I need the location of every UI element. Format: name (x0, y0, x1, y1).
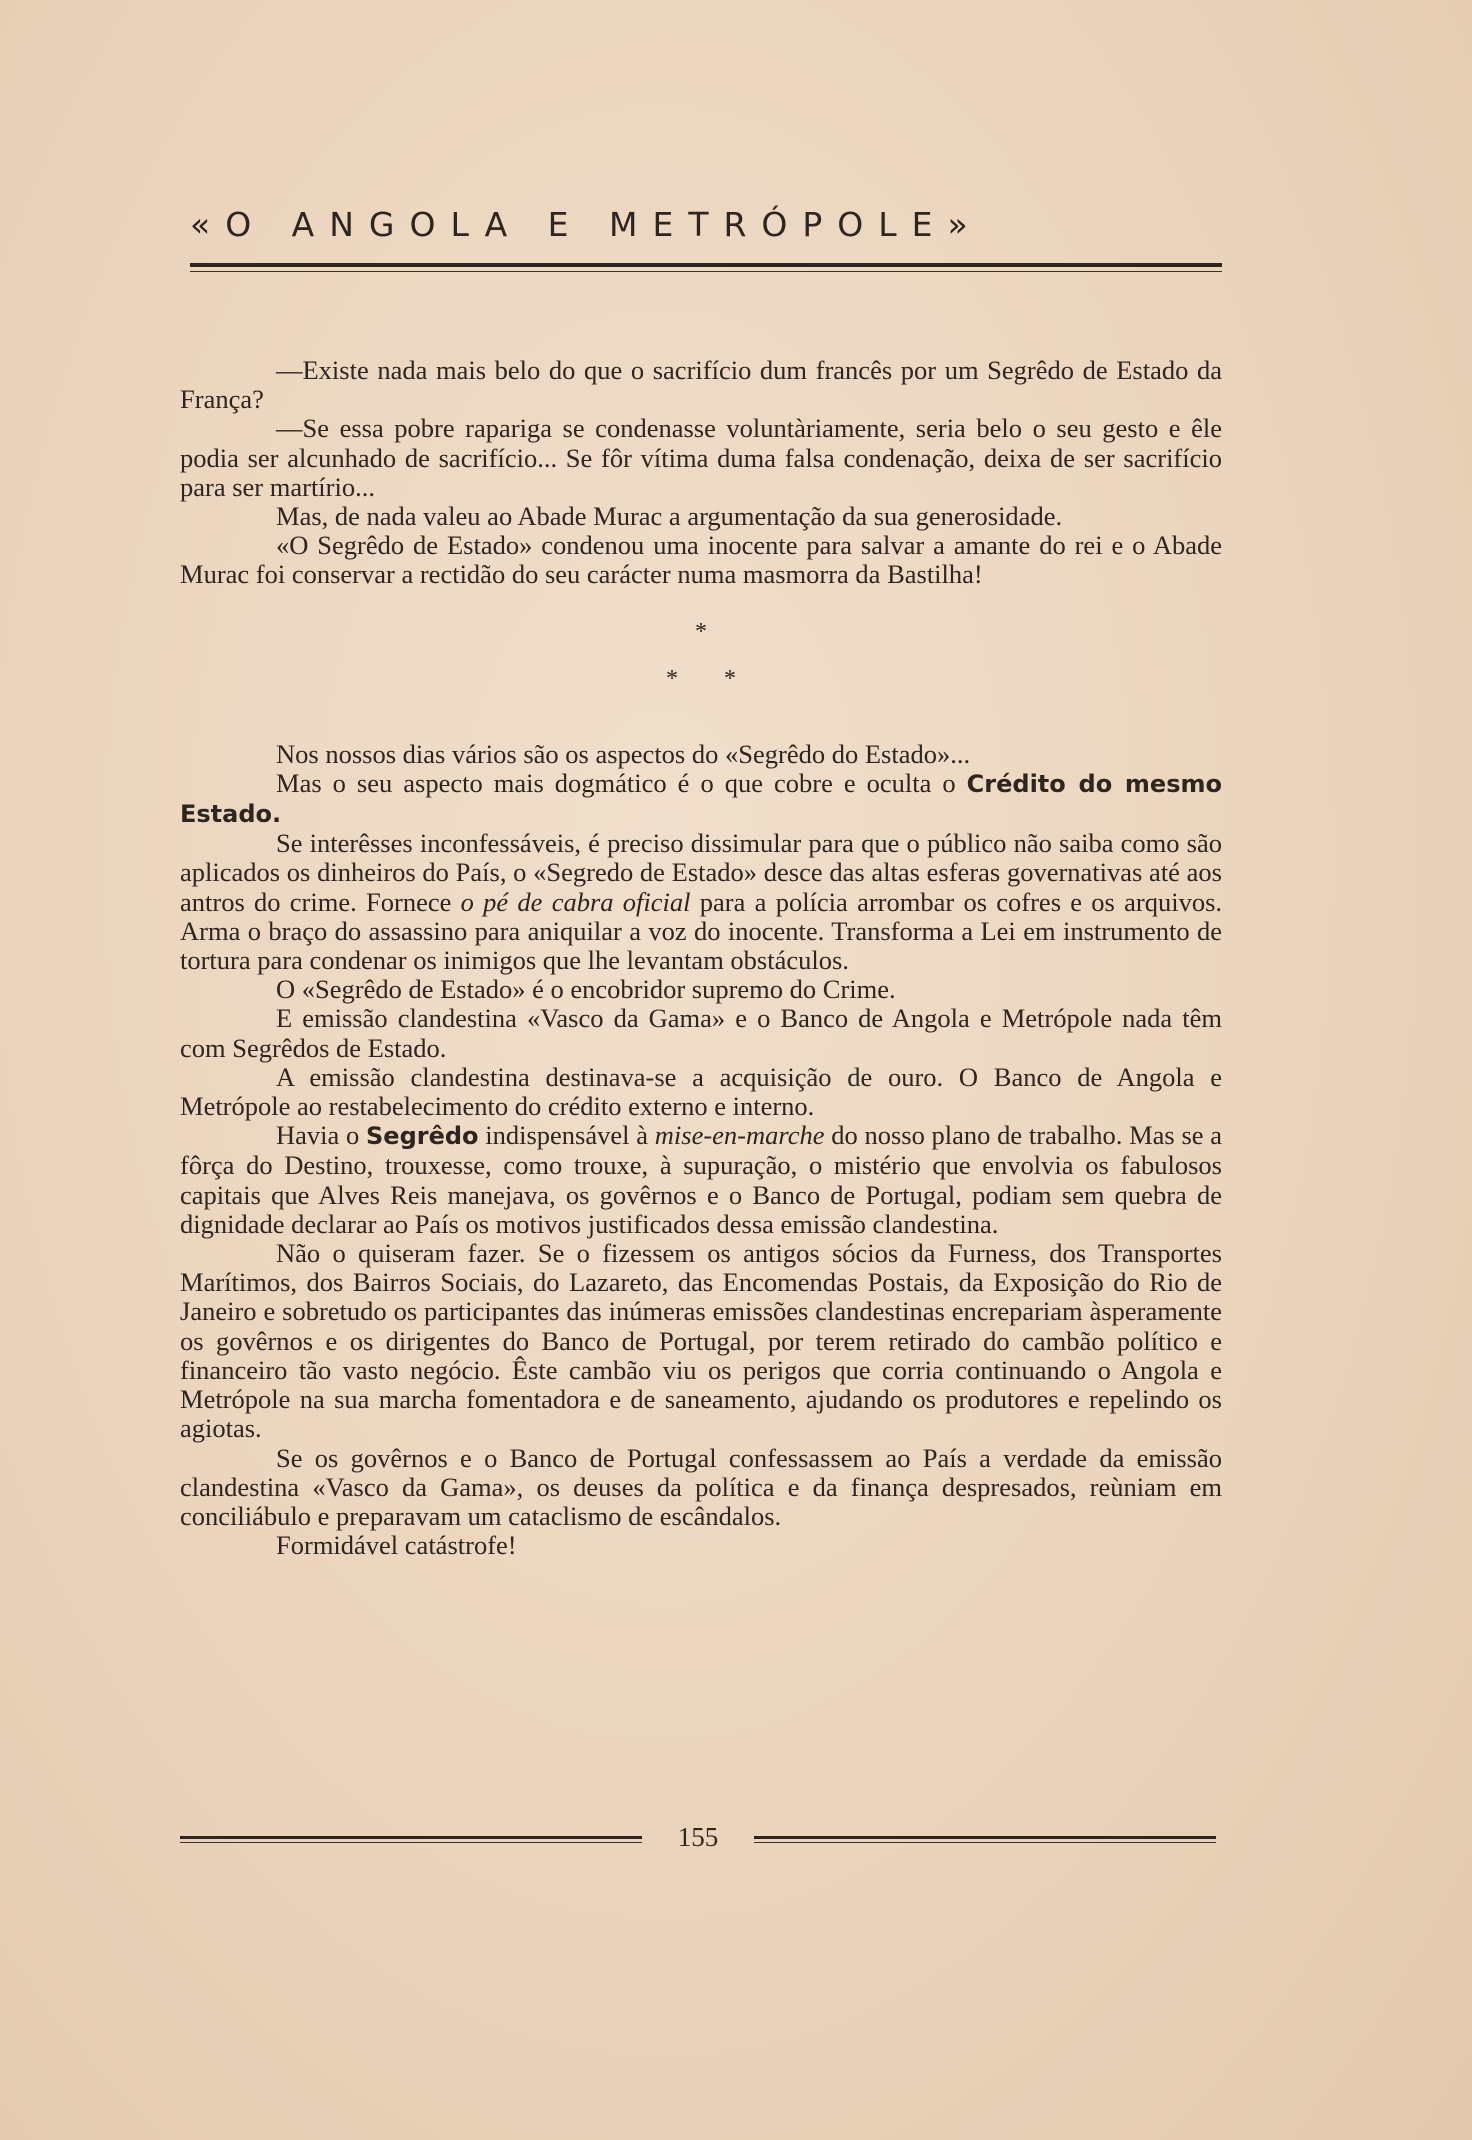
bold-word: Segrêdo (366, 1122, 479, 1151)
body-text (180, 356, 1222, 1560)
footer-rule-right (754, 1836, 1216, 1846)
paragraph: Formidável catástrofe! (276, 1530, 517, 1561)
header-rule (190, 263, 1222, 275)
paragraph: E emissão clandestina «Vasco da Gama» e o Banco de Angola e Metrópole nada têm com Segrêdos de Estado. (180, 1003, 1222, 1063)
paragraph (180, 1121, 1222, 1239)
italic-phrase: o pé de cabra oficial (460, 886, 691, 917)
page-number: 155 (677, 1822, 719, 1852)
paragraph: Nos nossos dias vários são os aspectos do «Segrêdo do Estado»... (276, 738, 971, 769)
paragraph-text: Mas o seu aspecto mais dogmático é o que cobre e oculta o (276, 767, 967, 798)
italic-phrase: mise-en-marche (654, 1120, 825, 1151)
header-rule-thick (190, 263, 1222, 267)
paragraph (180, 769, 1222, 829)
paragraph: Mas, de nada valeu ao Abade Murac a argumentação da sua generosidade. (276, 501, 1063, 532)
footer-rule-left (180, 1836, 642, 1846)
paragraph: A emissão clandestina destinava-se a acquisição de ouro. O Banco de Angola e Metrópole ao restabelecimento do crédito externo e interno. (180, 1061, 1222, 1122)
running-header: «O ANGOLA E METRÓPOLE» (190, 205, 983, 244)
paragraph: Não o quiseram fazer. Se o fizessem os antigos sócios da Furness, dos Transportes Marítimos, dos Bairros Sociais, do Lazareto, das Encomendas Postais, da Exposição do Rio de Janeiro e sobretudo os participantes das inúmeras emissões clandestinas encrepariam àsperamente os govêrnos e os dirigentes do Banco de Portugal, por terem retirado do cambão político e financeiro tão vasto negócio. Êste cambão viu os perigos que corria continuando o Angola e Metrópole na sua marcha fomentadora e de saneamento, ajudando os produtores e repelindo os agiotas. (180, 1238, 1222, 1444)
header-rule-thin (190, 271, 1222, 272)
paragraph: O «Segrêdo de Estado» é o encobridor supremo do Crime. (276, 974, 896, 1005)
paragraph-text: Havia o (276, 1120, 366, 1151)
paragraph-text: para a polícia arrombar os cofres e os arquivos. Arma o braço do assassino para aniquilar a voz do inocente. Transforma a Lei em instrumento de tortura para condenar os inimigos que lhe levantam obstáculos. (180, 886, 1223, 976)
paragraph-text: Se interêsses inconfessáveis, é preciso dissimular para que o público não saiba como são aplicados os dinheiros do País, o «Segredo de Estado» desce das altas esferas governativas até aos antros do crime. Fornece (180, 828, 1222, 917)
paragraph: Se os govêrnos e o Banco de Portugal confessassem ao País a verdade da emissão clandestina «Vasco da Gama», os deuses da política e da finança despresados, reùniam em conciliábulo e preparavam um cataclismo de escândalos. (180, 1442, 1222, 1531)
section-separator-bottom: * * (666, 665, 736, 692)
paragraph (180, 829, 1222, 975)
section-separator-top: * (695, 618, 707, 645)
paragraph: —Existe nada mais belo do que o sacrifício dum francês por um Segrêdo de Estado da França? (180, 355, 1222, 415)
paragraph: «O Segrêdo de Estado» condenou uma inocente para salvar a amante do rei e o Abade Murac foi conservar a rectidão do seu carácter numa masmorra da Bastilha! (180, 530, 1222, 590)
bold-phrase: Crédito do mesmo Estado. (180, 769, 1222, 829)
paragraph-text: do nosso plano de trabalho. Mas se a fôrça do Destino, trouxesse, como trouxe, à supuração, o mistério que envolvia os fabulosos capitais que Alves Reis manejava, os govêrnos e o Banco de Portugal, podiam sem quebra de dignidade declarar ao País os motivos justificados dessa emissão clandestina. (180, 1120, 1223, 1239)
page-footer (180, 1822, 1216, 1854)
paragraph-text: indispensável à (478, 1120, 655, 1151)
paragraph: —Se essa pobre rapariga se condenasse voluntàriamente, seria belo o seu gesto e êle podia ser alcunhado de sacrifício... Se fôr vítima duma falsa condenação, deixa de ser sacrifício para ser martírio... (180, 413, 1222, 502)
